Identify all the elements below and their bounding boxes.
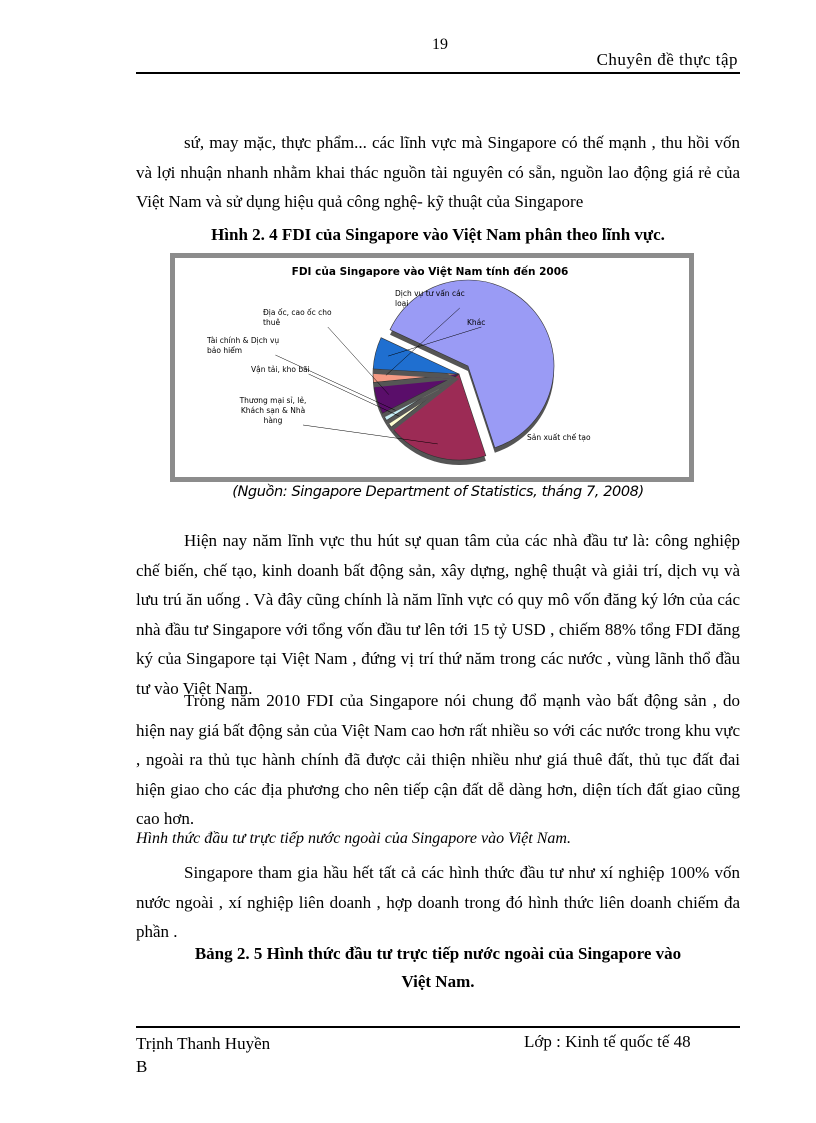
pie-chart <box>170 253 694 482</box>
pie-label-van-tai-kho-bai: Vận tải, kho bãi <box>251 365 310 374</box>
footer-author-suffix: B <box>136 1057 148 1076</box>
pie-label-san-xuat-che-tao: Sản xuất chế tạo <box>527 433 591 442</box>
paragraph-3-text: Trong năm 2010 FDI của Singapore nói chung đổ mạnh vào bất động sản , do hiện nay giá bất động sản của Việt Nam cao hơn rất nhiều so với các nước trong khu vực , ngoài ra thủ tục hành chính đã được cải thiện nhiều như giá thuê đất, thủ tục đất đai hiện giao cho các địa phương cho nên tiếp cận đất dễ dàng hơn, diện tích đất giao cũng cao hơn. <box>136 691 740 828</box>
footer-author <box>136 1032 270 1078</box>
pie-label-dia-oc-cao-oc-cho-thue: Địa ốc, cao ốc cho thuê <box>263 308 332 327</box>
paragraph-2-text: Hiện nay năm lĩnh vực thu hút sự quan tâm của các nhà đầu tư là: công nghiệp chế biến, chế tạo, kinh doanh bất động sản, xây dựng, nghệ thuật và giải trí, dịch vụ và lưu trú ăn uống . Và đây cũng chính là năm lĩnh vực có quy mô vốn đăng ký lớn của các nhà đầu tư Singapore với tổng vốn đầu tư lên tới 15 tỷ USD , chiếm 88% tổng FDI đăng ký của Singapore tại Việt Nam , đứng vị trí thứ năm trong các nước , vùng lãnh thổ đầu tư vào Việt Nam. <box>136 531 740 698</box>
footer-class: Lớp : Kinh tế quốc tế 48 <box>524 1032 691 1051</box>
pie-label-khac: Khác <box>467 318 486 327</box>
pie-chart-svg <box>175 258 689 477</box>
paragraph-2 <box>136 526 740 703</box>
header-rule <box>136 72 740 74</box>
paragraph-1-text: sứ, may mặc, thực phẩm... các lĩnh vực mà Singapore có thế mạnh , thu hồi vốn và lợi nhuận nhanh nhằm khai thác nguồn tài nguyên có sẵn, nguồn lao động giá rẻ của Việt Nam và sử dụng hiệu quả công nghệ- kỹ thuật của Singapore <box>136 133 740 211</box>
page-number: 19 <box>432 36 448 53</box>
pie-label-thuong-mai-si-le-khach-san-nha-hang: Thương mại sỉ, lẻ, Khách sạn & Nhà hàng <box>239 396 307 425</box>
footer-rule <box>136 1026 740 1028</box>
paragraph-1 <box>136 128 740 217</box>
italic-section-heading: Hình thức đầu tư trực tiếp nước ngoài của Singapore vào Việt Nam. <box>136 830 571 847</box>
figure-caption: Hình 2. 4 FDI của Singapore vào Việt Nam phân theo lĩnh vực. <box>211 225 665 244</box>
chart-title: FDI của Singapore vào Việt Nam tính đến 2006 <box>291 266 569 278</box>
table-caption-line-2: Việt Nam. <box>401 972 475 991</box>
paragraph-4 <box>136 858 740 947</box>
header-title: Chuyên đề thực tập <box>596 50 738 69</box>
paragraph-3 <box>136 686 740 834</box>
pie-label-dich-vu-tu-van-cac-loai: Dịch vụ tư vấn các loại <box>395 289 465 308</box>
paragraph-4-text: Singapore tham gia hầu hết tất cả các hình thức đầu tư như xí nghiệp 100% vốn nước ngoài , xí nghiệp liên doanh , hợp doanh trong đó hình thức liên doanh chiếm đa phần . <box>136 863 740 941</box>
pie-label-tai-chinh-dich-vu-bao-hiem: Tài chính & Dịch vụ bảo hiểm <box>207 336 280 355</box>
footer-author-name: Trịnh Thanh Huyền <box>136 1034 271 1053</box>
figure-source: (Nguồn: Singapore Department of Statistics, tháng 7, 2008) <box>232 484 644 500</box>
table-caption-line-1: Bảng 2. 5 Hình thức đầu tư trực tiếp nước ngoài của Singapore vào <box>194 944 682 963</box>
